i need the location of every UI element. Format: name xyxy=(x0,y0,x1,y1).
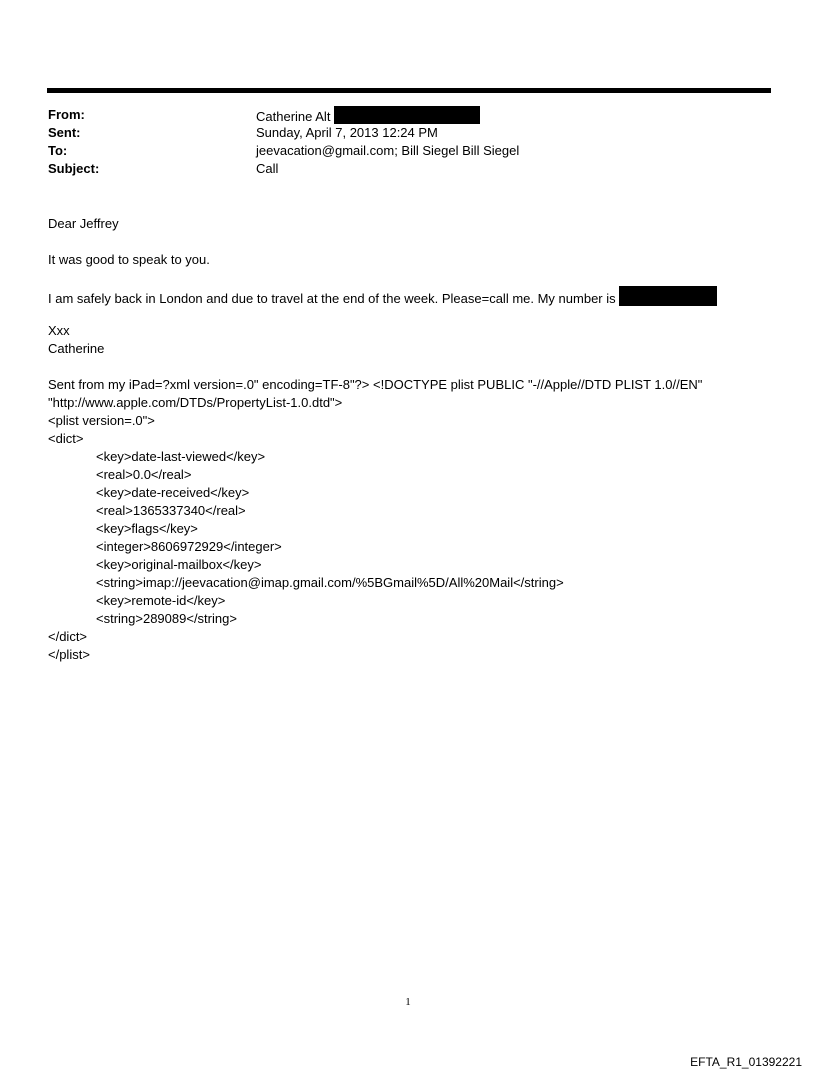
plist-line: <plist version=.0"> xyxy=(48,413,155,428)
body-line-2-text: I am safely back in London and due to travel at the end of the week. Please=call me. My number is xyxy=(48,291,616,306)
sent-value: Sunday, April 7, 2013 12:24 PM xyxy=(256,125,438,140)
subject-value: Call xyxy=(256,161,279,176)
plist-line: <real>0.0</real> xyxy=(96,467,192,482)
sent-from-line: Sent from my iPad=?xml version=.0" encoding=TF-8"?> <!DOCTYPE plist PUBLIC "-//Apple//DTD PLIST 1.0//EN" xyxy=(48,377,703,392)
dtd-url-line: "http://www.apple.com/DTDs/PropertyList-1.0.dtd"> xyxy=(48,395,343,410)
sent-label: Sent: xyxy=(48,125,81,140)
to-value: jeevacation@gmail.com; Bill Siegel Bill Siegel xyxy=(256,143,520,158)
document-id: EFTA_R1_01392221 xyxy=(690,1055,802,1069)
plist-line: <integer>8606972929</integer> xyxy=(96,539,282,554)
plist-line: <dict> xyxy=(48,431,84,446)
plist-line: </dict> xyxy=(48,629,88,644)
header-rule xyxy=(47,88,771,93)
from-label: From: xyxy=(48,107,85,122)
plist-line: <key>date-received</key> xyxy=(96,485,250,500)
redaction-box xyxy=(334,106,480,124)
plist-line: <key>date-last-viewed</key> xyxy=(96,449,266,464)
plist-line: <key>original-mailbox</key> xyxy=(96,557,262,572)
redaction-box xyxy=(619,286,717,306)
from-value xyxy=(256,106,480,126)
body-line-1: It was good to speak to you. xyxy=(48,252,210,267)
plist-line: <key>remote-id</key> xyxy=(96,593,226,608)
page-number: 1 xyxy=(405,996,411,1008)
subject-label: Subject: xyxy=(48,161,100,176)
plist-line: </plist> xyxy=(48,647,90,662)
plist-line: <string>imap://jeevacation@imap.gmail.com/%5BGmail%5D/All%20Mail</string> xyxy=(96,575,564,590)
to-label: To: xyxy=(48,143,68,158)
plist-line: <key>flags</key> xyxy=(96,521,198,536)
plist-line: <string>289089</string> xyxy=(96,611,237,626)
from-name: Catherine Alt xyxy=(256,109,331,124)
signoff-1: Xxx xyxy=(48,323,70,338)
greeting: Dear Jeffrey xyxy=(48,216,119,231)
plist-line: <real>1365337340</real> xyxy=(96,503,246,518)
signoff-2: Catherine xyxy=(48,341,105,356)
body-line-2 xyxy=(48,286,717,308)
